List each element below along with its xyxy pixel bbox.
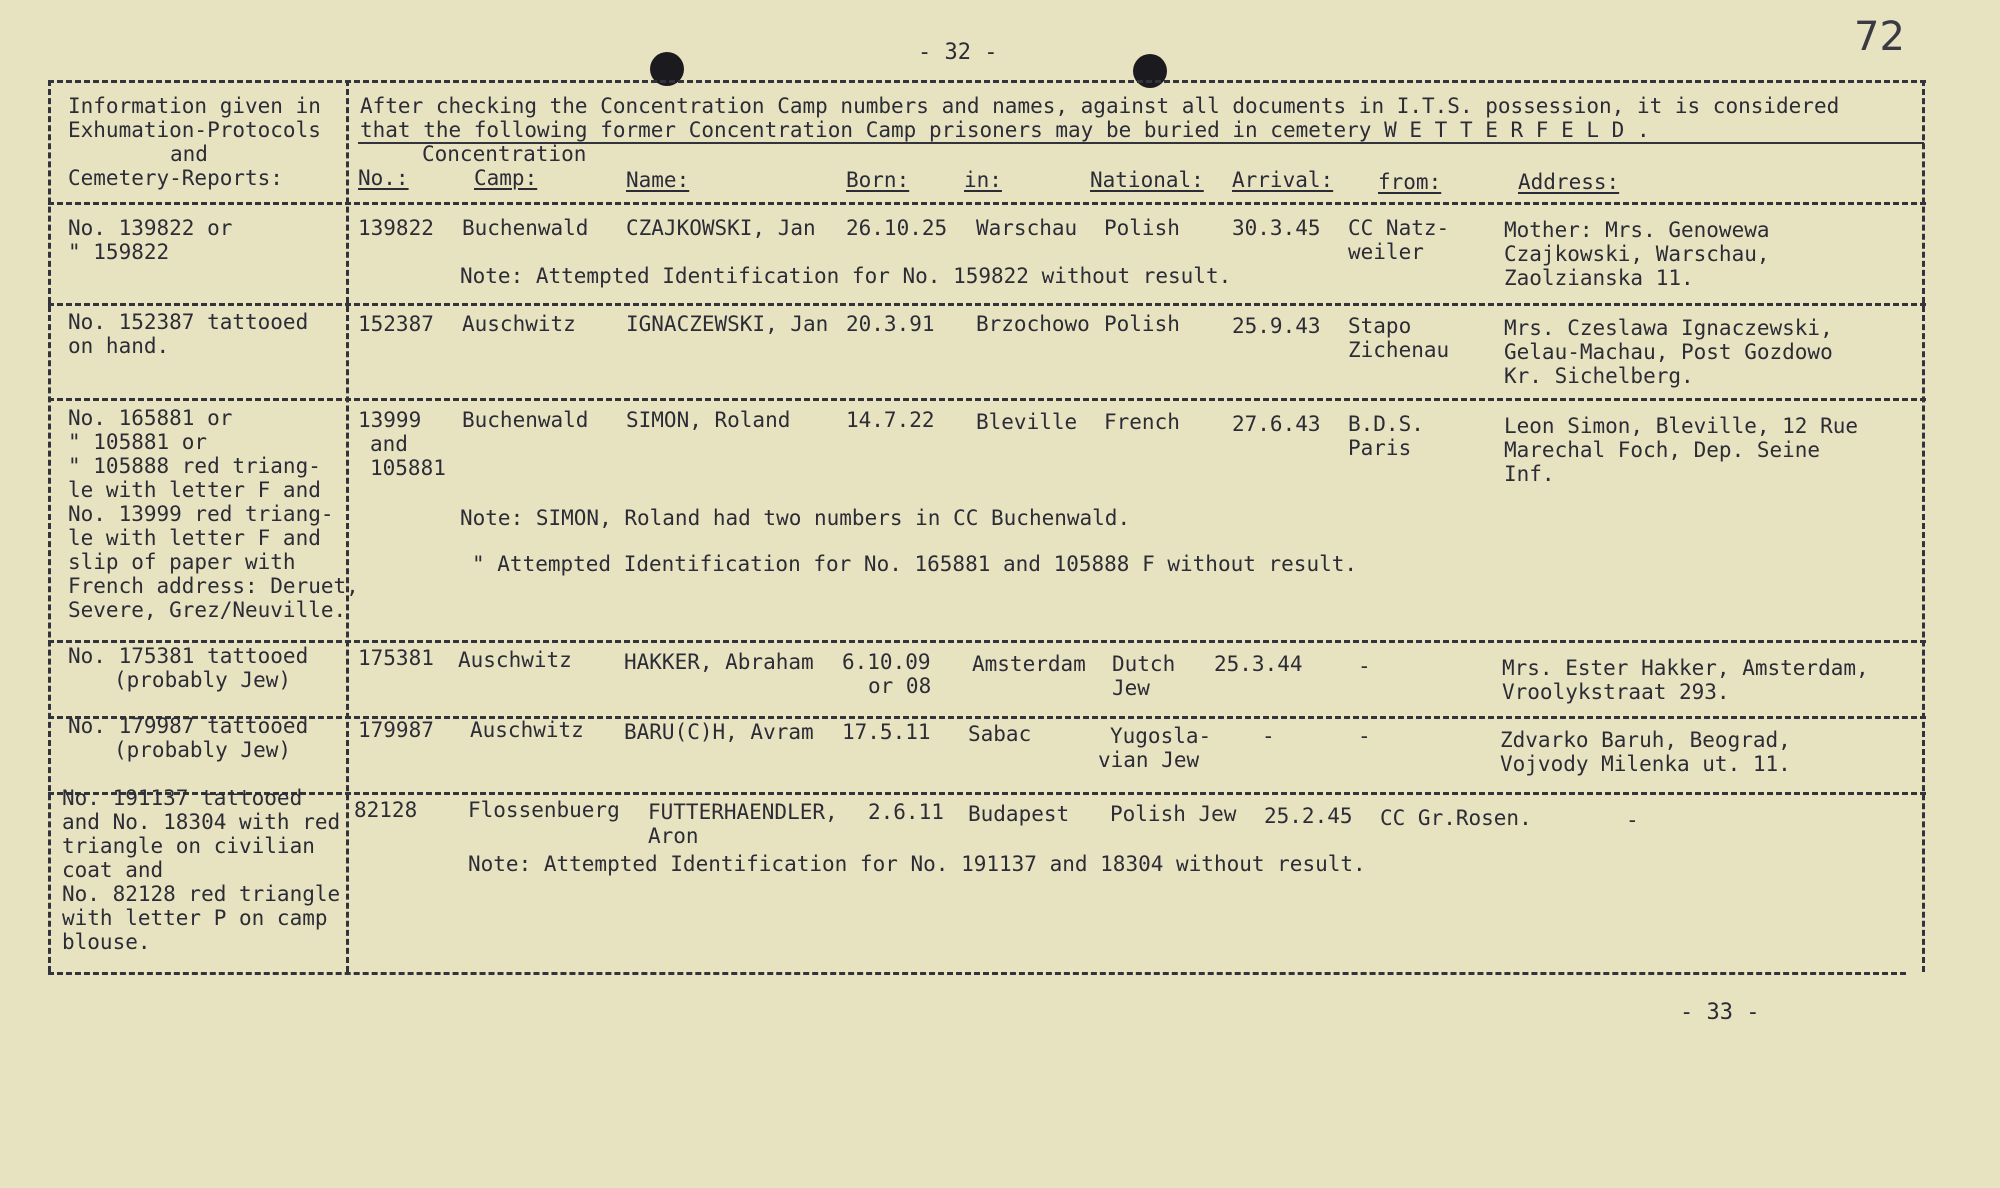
arrived-from: CC Natz-: [1348, 216, 1450, 240]
info-line: No. 82128 red triangle: [62, 882, 341, 906]
info-line: No. 165881 or: [68, 406, 233, 430]
arrived-from: Zichenau: [1348, 338, 1450, 362]
next-page-number: - 33 -: [1680, 1000, 1760, 1025]
arrived-from: B.D.S.: [1348, 412, 1424, 436]
address-line: Zaolzianska 11.: [1504, 266, 1694, 290]
info-line: French address: Deruet,: [68, 574, 359, 598]
birth-date: or 08: [868, 674, 932, 698]
address-line: Marechal Foch, Dep. Seine: [1504, 438, 1821, 462]
prisoner-name: HAKKER, Abraham: [624, 650, 814, 674]
info-line: and No. 18304 with red: [62, 810, 341, 834]
arrived-from: CC Gr.Rosen.: [1380, 806, 1532, 830]
column-divider: [346, 80, 349, 972]
birth-place: Budapest: [968, 802, 1070, 826]
column-header-arrival: Arrival:: [1232, 168, 1334, 192]
column-header-address: Address:: [1518, 170, 1620, 194]
camp: Auschwitz: [458, 648, 572, 672]
left-border: [48, 80, 51, 972]
nationality: French: [1104, 410, 1180, 434]
info-line: No. 175381 tattooed: [68, 644, 309, 668]
column-header-from: from:: [1378, 170, 1442, 194]
prisoner-number: 175381: [358, 646, 434, 670]
camp: Flossenbuerg: [468, 798, 620, 822]
info-line: " 105888 red triang-: [68, 454, 321, 478]
bottom-border: [48, 972, 1906, 975]
record-note: Note: Attempted Identification for No. 159822 without result.: [460, 264, 1232, 288]
address-line: Mrs. Ester Hakker, Amsterdam,: [1502, 656, 1869, 680]
row-divider: [48, 640, 1926, 643]
info-line: (probably Jew): [114, 738, 292, 762]
info-line: " 105881 or: [68, 430, 208, 454]
prisoner-number: and: [370, 432, 408, 456]
info-line: blouse.: [62, 930, 151, 954]
address-line: Leon Simon, Bleville, 12 Rue: [1504, 414, 1859, 438]
arrived-from: weiler: [1348, 240, 1424, 264]
row-divider: [48, 716, 1926, 719]
info-line: coat and: [62, 858, 164, 882]
nationality: vian Jew: [1098, 748, 1200, 772]
arrival-date: 27.6.43: [1232, 412, 1321, 436]
birth-date: 6.10.09: [842, 650, 931, 674]
birth-date: 26.10.25: [846, 216, 948, 240]
prisoner-name: CZAJKOWSKI, Jan: [626, 216, 816, 240]
nationality: Polish: [1104, 216, 1180, 240]
info-line: le with letter F and: [68, 526, 321, 550]
record-note: Note: Attempted Identification for No. 191137 and 18304 without result.: [468, 852, 1366, 876]
camp: Auschwitz: [462, 312, 576, 336]
row-divider: [48, 398, 1926, 401]
header-left-line: and: [170, 142, 208, 166]
arrived-from: -: [1358, 654, 1371, 678]
info-line: No. 179987 tattooed: [68, 714, 309, 738]
intro-underline: [358, 142, 1924, 144]
record-note: " Attempted Identification for No. 165881 and 105888 F without result.: [472, 552, 1358, 576]
address-line: Vroolykstraat 293.: [1502, 680, 1730, 704]
info-line: No. 152387 tattooed: [68, 310, 309, 334]
header-divider: [48, 202, 1926, 205]
prisoner-name: Aron: [648, 824, 699, 848]
row-divider: [48, 792, 1926, 795]
arrived-from: Stapo: [1348, 314, 1412, 338]
arrival-date: 25.2.45: [1264, 804, 1353, 828]
header-left-line: Exhumation-Protocols: [68, 118, 321, 142]
nationality: Yugosla-: [1110, 724, 1212, 748]
nationality: Polish Jew: [1110, 802, 1237, 826]
right-border: [1922, 80, 1925, 972]
intro-text: that the following former Concentration Camp prisoners may be buried in cemetery W E T T E R F E L D .: [360, 118, 1650, 142]
address-line: Gelau-Machau, Post Gozdowo: [1504, 340, 1833, 364]
column-header-national: National:: [1090, 168, 1204, 192]
birth-place: Sabac: [968, 722, 1032, 746]
prisoner-number: 82128: [354, 798, 418, 822]
arrival-date: 25.9.43: [1232, 314, 1321, 338]
column-header-name: Name:: [626, 168, 690, 192]
info-line: triangle on civilian: [62, 834, 315, 858]
address-line: Mrs. Czeslawa Ignaczewski,: [1504, 316, 1833, 340]
page-number: - 32 -: [918, 40, 998, 65]
info-line: No. 191137 tattooed: [62, 786, 303, 810]
camp: Buchenwald: [462, 408, 589, 432]
address-line: Czajkowski, Warschau,: [1504, 242, 1770, 266]
arrival-date: 30.3.45: [1232, 216, 1321, 240]
column-header-camp-top: Concentration: [422, 142, 587, 166]
column-header-in: in:: [964, 168, 1002, 192]
prisoner-name: BARU(C)H, Avram: [624, 720, 814, 744]
arrival-date: 25.3.44: [1214, 652, 1303, 676]
column-header-born: Born:: [846, 168, 910, 192]
camp: Auschwitz: [470, 718, 584, 742]
prisoner-number: 152387: [358, 312, 434, 336]
info-line: le with letter F and: [68, 478, 321, 502]
info-line: Severe, Grez/Neuville.: [68, 598, 347, 622]
address-line: Vojvody Milenka ut. 11.: [1500, 752, 1791, 776]
address-line: Mother: Mrs. Genowewa: [1504, 218, 1770, 242]
info-line: with letter P on camp: [62, 906, 328, 930]
info-line: slip of paper with: [68, 550, 296, 574]
top-border: [48, 80, 1926, 83]
header-left-line: Information given in: [68, 94, 321, 118]
prisoner-name: IGNACZEWSKI, Jan: [626, 312, 829, 336]
info-line: (probably Jew): [114, 668, 292, 692]
prisoner-name: SIMON, Roland: [626, 408, 791, 432]
arrived-from: Paris: [1348, 436, 1412, 460]
birth-place: Brzochowo: [976, 312, 1090, 336]
intro-text: After checking the Concentration Camp numbers and names, against all documents in I.T.S. possession, it is considered: [360, 94, 1840, 118]
arrived-from: -: [1358, 724, 1371, 748]
nationality: Dutch: [1112, 652, 1176, 676]
column-header-no: No.:: [358, 166, 409, 190]
birth-place: Warschau: [976, 216, 1078, 240]
record-note: Note: SIMON, Roland had two numbers in CC Buchenwald.: [460, 506, 1131, 530]
address-line: -: [1626, 808, 1639, 832]
nationality: Jew: [1112, 676, 1150, 700]
info-line: No. 139822 or: [68, 216, 233, 240]
prisoner-number: 139822: [358, 216, 434, 240]
prisoner-number: 13999: [358, 408, 422, 432]
birth-date: 2.6.11: [868, 800, 944, 824]
birth-place: Amsterdam: [972, 652, 1086, 676]
camp: Buchenwald: [462, 216, 589, 240]
birth-date: 17.5.11: [842, 720, 931, 744]
address-line: Zdvarko Baruh, Beograd,: [1500, 728, 1791, 752]
prisoner-name: FUTTERHAENDLER,: [648, 800, 838, 824]
address-line: Inf.: [1504, 462, 1555, 486]
row-divider: [48, 303, 1926, 306]
info-line: " 159822: [68, 240, 170, 264]
birth-date: 20.3.91: [846, 312, 935, 336]
birth-place: Bleville: [976, 410, 1078, 434]
folio-number: 72: [1854, 14, 1905, 60]
nationality: Polish: [1104, 312, 1180, 336]
arrival-date: -: [1262, 724, 1275, 748]
prisoner-number: 179987: [358, 718, 434, 742]
address-line: Kr. Sichelberg.: [1504, 364, 1694, 388]
prisoner-number: 105881: [370, 456, 446, 480]
header-left-line: Cemetery-Reports:: [68, 166, 283, 190]
birth-date: 14.7.22: [846, 408, 935, 432]
column-header-camp: Camp:: [474, 166, 538, 190]
info-line: No. 13999 red triang-: [68, 502, 334, 526]
info-line: on hand.: [68, 334, 170, 358]
